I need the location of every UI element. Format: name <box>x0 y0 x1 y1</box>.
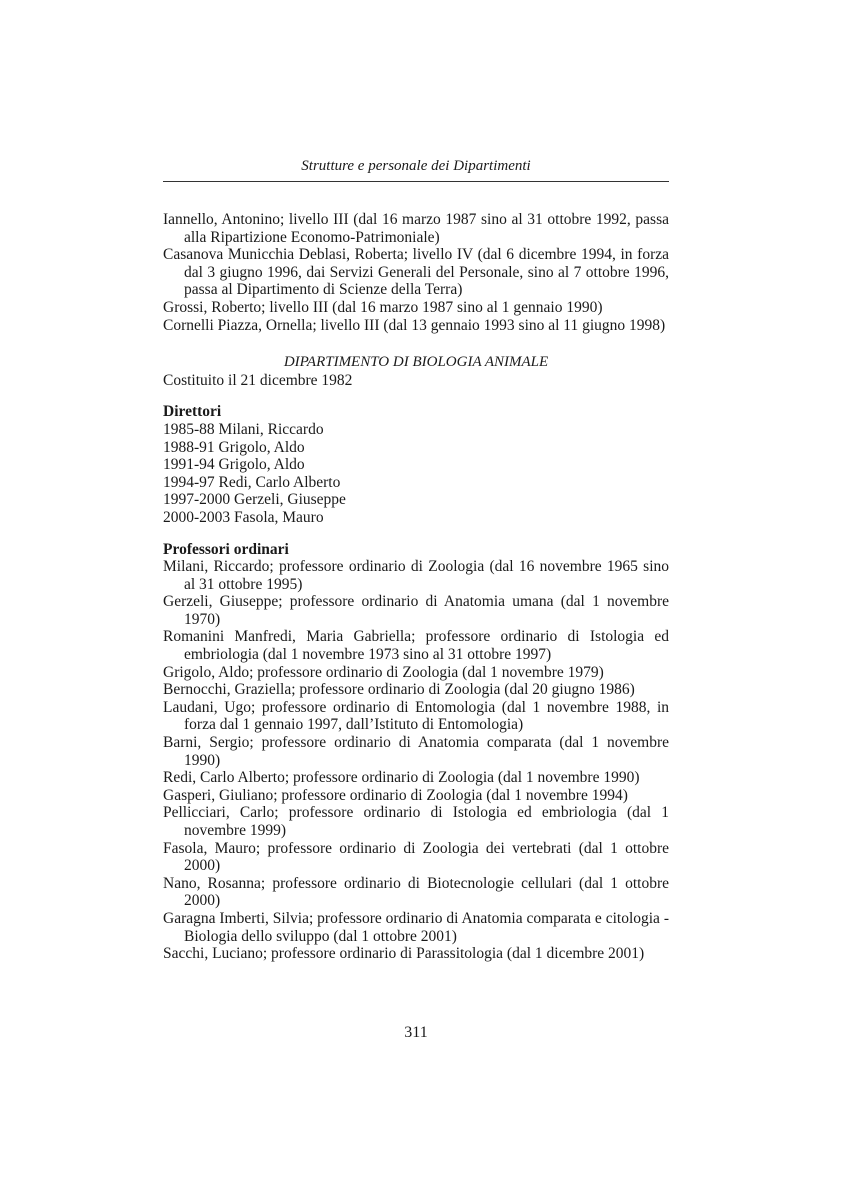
professor-item: Garagna Imberti, Silvia; professore ordinario di Anatomia comparata e citologia - Biologia dello sviluppo (dal 1 ottobre 2001) <box>163 909 669 945</box>
staff-entry: Grossi, Roberto; livello III (dal 16 marzo 1987 sino al 1 gennaio 1990) <box>163 298 603 316</box>
staff-entry: Cornelli Piazza, Ornella; livello III (dal 13 gennaio 1993 sino al 11 giugno 1998) <box>163 316 666 334</box>
page-number: 311 <box>404 1024 428 1041</box>
professor-item: Nano, Rosanna; professore ordinario di Biotecnologie cellulari (dal 1 ottobre 2000) <box>163 874 669 910</box>
professors-heading: Professori ordinari <box>163 540 289 558</box>
director-item: 1997-2000 Gerzeli, Giuseppe <box>163 491 346 509</box>
director-item: 1988-91 Grigolo, Aldo <box>163 438 305 456</box>
director-item: 2000-2003 Fasola, Mauro <box>163 508 324 526</box>
professor-item: Sacchi, Luciano; professore ordinario di Parassitologia (dal 1 dicembre 2001) <box>163 945 645 963</box>
professor-item: Gerzeli, Giuseppe; professore ordinario di Anatomia umana (dal 1 novembre 1970) <box>163 593 669 628</box>
professors-list <box>163 558 669 963</box>
professor-item: Gasperi, Giuliano; professore ordinario di Zoologia (dal 1 novembre 1994) <box>163 786 628 804</box>
department-founded: Costituito il 21 dicembre 1982 <box>163 371 353 389</box>
staff-entry: Casanova Municchia Deblasi, Roberta; livello IV (dal 6 dicembre 1994, in forza dal 3 giugno 1996, dai Servizi Generali del Personale, sino al 7 ottobre 1996, passa al Dipartimento di Scienze della Terra) <box>163 246 669 299</box>
professor-item: Grigolo, Aldo; professore ordinario di Zoologia (dal 1 novembre 1979) <box>163 663 604 681</box>
running-head: Strutture e personale dei Dipartimenti <box>301 158 531 174</box>
director-item: 1994-97 Redi, Carlo Alberto <box>163 473 341 491</box>
staff-entry: Iannello, Antonino; livello III (dal 16 marzo 1987 sino al 31 ottobre 1992, passa alla Ripartizione Economo-Patrimoniale) <box>163 211 669 246</box>
director-item: 1985-88 Milani, Riccardo <box>163 420 324 438</box>
professor-item: Redi, Carlo Alberto; professore ordinario di Zoologia (dal 1 novembre 1990) <box>163 769 640 787</box>
staff-list <box>163 211 669 334</box>
professor-item: Romanini Manfredi, Maria Gabriella; professore ordinario di Istologia ed embriologia (dal 1 novembre 1973 sino al 31 ottobre 1997) <box>163 628 669 664</box>
professor-item: Fasola, Mauro; professore ordinario di Zoologia dei vertebrati (dal 1 ottobre 2000) <box>163 839 669 875</box>
directors-heading: Direttori <box>163 403 222 421</box>
professor-item: Bernocchi, Graziella; professore ordinario di Zoologia (dal 20 giugno 1986) <box>163 681 635 699</box>
director-item: 1991-94 Grigolo, Aldo <box>163 456 305 474</box>
professor-item: Barni, Sergio; professore ordinario di Anatomia comparata (dal 1 novembre 1990) <box>163 734 669 769</box>
professor-item: Milani, Riccardo; professore ordinario di Zoologia (dal 16 novembre 1965 sino al 31 ottobre 1995) <box>163 558 669 593</box>
professor-item: Pellicciari, Carlo; professore ordinario di Istologia ed embriologia (dal 1 novembre 1999) <box>163 804 669 839</box>
directors-list <box>163 421 669 527</box>
header-rule <box>163 181 669 182</box>
body-text <box>163 211 669 963</box>
professor-item: Laudani, Ugo; professore ordinario di Entomologia (dal 1 novembre 1988, in forza dal 1 gennaio 1997, dall’Istituto di Entomologia) <box>163 698 669 734</box>
department-title: DIPARTIMENTO DI BIOLOGIA ANIMALE <box>283 354 549 371</box>
